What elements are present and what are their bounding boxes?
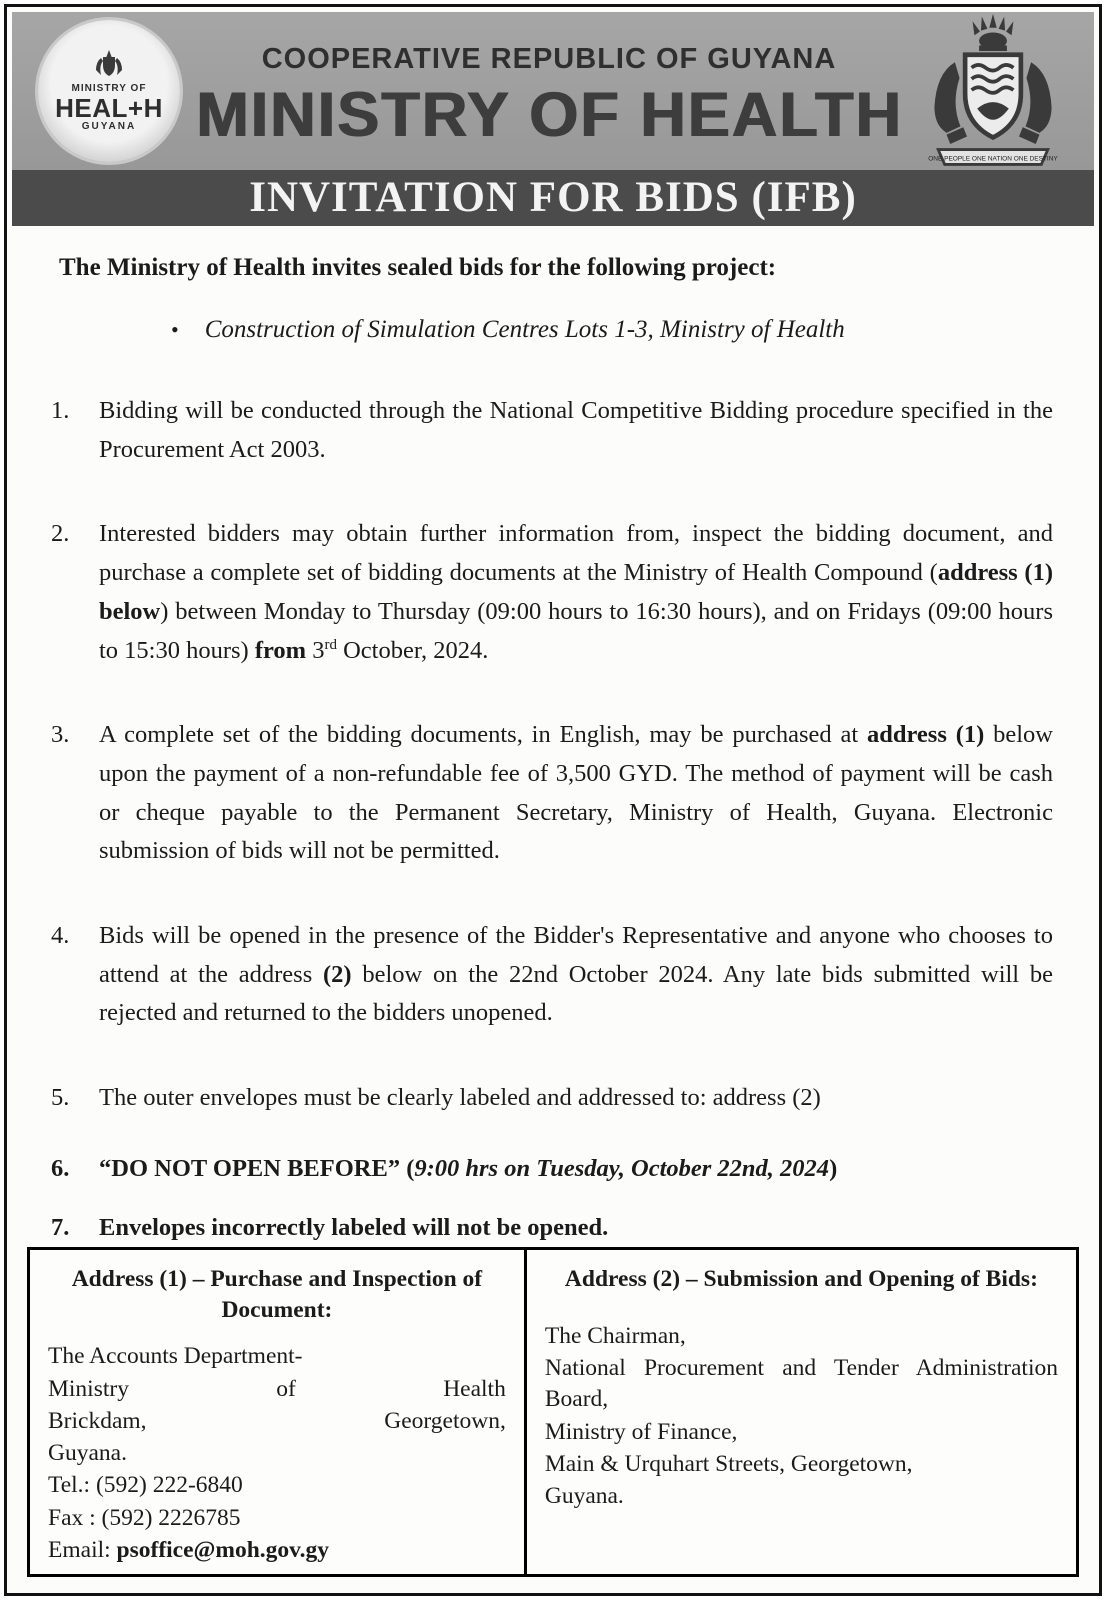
list-item-4 [51, 917, 1055, 1033]
intro-line: The Ministry of Health invites sealed bids for the following project: [59, 254, 777, 281]
list-item-3 [51, 716, 1055, 871]
country-title: COOPERATIVE REPUBLIC OF GUYANA [261, 43, 837, 75]
list-item-2 [51, 515, 1055, 670]
address-line: Ministry of Health [48, 1375, 506, 1402]
item-number: 4. [51, 922, 70, 950]
moh-logo-crest-icon [92, 49, 126, 79]
guyana-coat-of-arms-icon [918, 12, 1068, 170]
address-line: Ministry of Finance, [544, 1418, 738, 1445]
address-table [27, 1247, 1079, 1577]
item-text: “DO NOT OPEN BEFORE” (9:00 hrs on Tuesday, October 22nd, 2024) [99, 1154, 838, 1182]
list-item-6 [51, 1150, 1055, 1189]
ifb-document [4, 4, 1102, 1596]
item-number: 5. [51, 1084, 70, 1112]
moh-logo-line3: GUYANA [81, 121, 137, 133]
address-2-title: Address (2) – Submission and Opening of Bids: [564, 1266, 1038, 1293]
moh-logo-line1: MINISTRY OF [71, 83, 147, 95]
item-text: Bids will be opened in the presence of the Bidder's Representative and anyone who chooses to attend at the address (2) below on the 22nd October 2024. Any late bids submitted will be rejected and returned to the bidders unopened. [99, 922, 1054, 1027]
ifb-banner: INVITATION FOR BIDS (IFB) [12, 170, 1094, 226]
project-list-item [171, 316, 1055, 344]
ministry-title: MINISTRY OF HEALTH [195, 80, 903, 150]
address-line: Brickdam, Georgetown, [48, 1407, 506, 1434]
item-text: The outer envelopes must be clearly labeled and addressed to: address (2) [99, 1084, 821, 1112]
item-number: 7. [51, 1213, 70, 1241]
address-line: The Chairman, [544, 1322, 686, 1349]
address-line: The Accounts Department- [48, 1343, 303, 1370]
item-number: 1. [51, 397, 70, 424]
email-address: psoffice@moh.gov.gy [116, 1536, 329, 1563]
address-1-title: Address (1) – Purchase and Inspection of Document: [71, 1266, 483, 1323]
ordinal-superscript: rd [324, 636, 337, 653]
masthead [12, 12, 1094, 170]
item-number: 3. [51, 721, 70, 749]
list-item-5 [51, 1079, 1055, 1118]
address-1-block [30, 1250, 527, 1574]
motto-text: ONE PEOPLE ONE NATION ONE DESTINY [928, 155, 1058, 163]
fax-line: Fax : (592) 2226785 [48, 1504, 241, 1531]
document-body [7, 226, 1099, 1247]
address-line: Guyana. [48, 1440, 127, 1467]
list-item-7 [51, 1209, 1055, 1248]
item-text: Bidding will be conducted through the National Competitive Bidding procedure specified in the Procurement Act 2003. [99, 397, 1053, 463]
item-number: 6. [51, 1154, 70, 1182]
item-text: Interested bidders may obtain further information from, inspect the bidding document, and purchase a complete set of bidding documents at the Ministry of Health Compound (address (1) below) between Monday to Thursday (09:00 hours to 16:30 hours), and on Fridays (09:00 hours to 15:30 hours) from 3rd October, 2024. [99, 520, 1053, 664]
email-line: Email: psoffice@moh.gov.gy [48, 1536, 329, 1563]
item-text: A complete set of the bidding documents, in English, may be purchased at address (1) below upon the payment of a non-refundable fee of 3,500 GYD. The method of payment will be cash or cheque payable to the Permanent Secretary, Ministry of Health, Guyana. Electronic submission of bids will not be permitted. [99, 721, 1053, 865]
item-text: Envelopes incorrectly labeled will not be opened. [99, 1213, 609, 1241]
project-name: Construction of Simulation Centres Lots 1-3, Ministry of Health [204, 316, 845, 343]
item-number: 2. [51, 520, 70, 548]
address-2-block [527, 1250, 1076, 1574]
ministry-of-health-logo [38, 20, 180, 162]
masthead-titles [180, 35, 918, 150]
list-item-1 [51, 392, 1055, 469]
moh-logo-line2: HEAL+H [55, 92, 163, 123]
bullet-icon: • [171, 317, 179, 342]
moh-logo-text [55, 49, 163, 132]
address-line: National Procurement and Tender Administration Board, [544, 1355, 1058, 1413]
address-line: Main & Urquhart Streets, Georgetown, [544, 1450, 913, 1477]
address-line: Guyana. [544, 1483, 624, 1510]
phone-line: Tel.: (592) 222-6840 [48, 1472, 243, 1499]
